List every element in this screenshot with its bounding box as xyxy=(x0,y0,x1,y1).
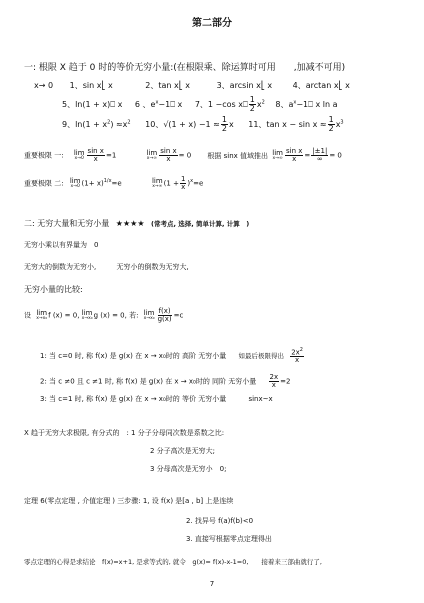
comparison-case-1: 1: 当 c=0 时, 称 f(x) 是 g(x) 在 x → x₀时的 高阶 无穷小量 如最后极限得出 $\frac{2x^2}{x}$ xyxy=(40,347,303,365)
comparison-case-2: 2: 当 c ≠0 且 c ≠1 时, 称 f(x) 是 g(x) 在 x → x₀时的 同阶 无穷小量 $\frac{2x}{x}$ =2 xyxy=(40,373,291,389)
section3-p2: 2 分子高次是无穷大; xyxy=(150,447,216,455)
equiv-item-4: 4、arctan x⎣ x xyxy=(292,81,350,90)
equiv-item-7: 7、1 −cos x⎕ $\frac{1}{2}$ $x^2$ xyxy=(194,95,265,113)
section3-p1: X 趋于无穷大求极限, 有分式的 : 1 分子分母同次数是系数之比: xyxy=(24,429,225,437)
comparison-setup: 设 lim x→x₀ f (x) = 0, lim x→x₀ g (x) = 0, 若: lim x→x₀ $\frac{f(x)}{g(x)}$ =c xyxy=(24,307,184,323)
section3-p3: 3 分母高次是无穷小 0; xyxy=(150,465,227,473)
section2-heading: 二: 无穷大量和无穷小量 ★★★★ (常考点, 选择, 简单计算, 计算 ) xyxy=(24,219,250,228)
equiv-item-8: 8、$a^x-1⎕$ x ln a xyxy=(275,99,338,109)
page-title: 第二部分 xyxy=(192,18,232,29)
equiv-item-1: 1、sin x⎣ x xyxy=(69,81,113,90)
section4-p4: 零点定理的心得是求结论 f(x)=x+1, 是求等式的, 就令 g(x)= f(x)-x-1=0, 接着来三部曲就行了, xyxy=(24,558,322,566)
section4-p3: 3. 直接写根据零点定理得出 xyxy=(186,535,272,543)
equiv-item-6: 6 、$e^x-1⎕$ x xyxy=(134,99,183,109)
comparison-case-3: 3: 当 c=1 时, 称 f(x) 是 g(x) 在 x → x₀时的 等价 无穷小量 sinx~x xyxy=(40,395,273,403)
star-rating: ★★★★ xyxy=(115,219,145,228)
important-limit-1: 重要极限 一: lim x→0 $\frac{\text{sin x}}{x}$ =1 lim x→∞ $\frac{\text{sin x}}{x}$ = 0 根据 sinx 值域推出 lim x→∞ $\frac{\text{sin x}}{x}$ = $\frac{|\pm 1|}{\infty}$ = 0 xyxy=(24,147,342,163)
equiv-item-9: 9、$\ln(1 + x^2) \approx x^2$ xyxy=(62,119,131,129)
equiv-row-2 xyxy=(62,96,337,113)
limit-note: 根据 sinx 值域推出 xyxy=(207,151,269,160)
equiv-row-3 xyxy=(62,116,344,133)
equiv-item-3: 3、arcsin x⎣ x xyxy=(216,81,273,90)
section2-p1: 无穷小乘以有界量为 0 xyxy=(24,241,99,249)
equiv-item-2: 2、tan x⎣ x xyxy=(145,81,191,90)
section1-heading: 一: 根限 X 趋于 0 时的等价无穷小量:(在根限乘、除运算时可用 ,加减不可用) xyxy=(24,63,346,73)
equiv-row-1 xyxy=(34,80,350,91)
important-limit-2: 重要极限 二: lim x→0 $(1+ x)^{1/x}=e$ lim x→∞ (1 + $\frac{1}{x}$ )$^x$=e xyxy=(24,175,204,191)
equiv-item-5: 5、ln(1 + x)⎕ x xyxy=(62,100,123,109)
limit1-label: 重要极限 一: xyxy=(24,151,64,160)
equiv-item-11: 11、tan x − sin x ≈ $\frac{1}{2}$ $x^3$ xyxy=(248,115,344,133)
section2-p3: 无穷小量的比较: xyxy=(24,285,83,294)
page-number: 7 xyxy=(209,580,215,588)
section4-p2: 2. 找异号 f(a)f(b)<0 xyxy=(186,517,254,525)
limit2-label: 重要极限 二: xyxy=(24,179,64,188)
equiv-prefix: x→ 0 xyxy=(34,81,54,90)
section2-p2: 无穷大的倒数为无穷小, 无穷小的倒数为无穷大, xyxy=(24,263,189,271)
equiv-item-10: 10、√(1 + x) −1 ≈ $\frac{1}{2}$ x xyxy=(145,115,234,133)
section4-p1: 定理 6(零点定理 , 介值定理 ) 三步骤: 1, 设 f(x) 是[a , b] 上是连续 xyxy=(24,497,234,505)
